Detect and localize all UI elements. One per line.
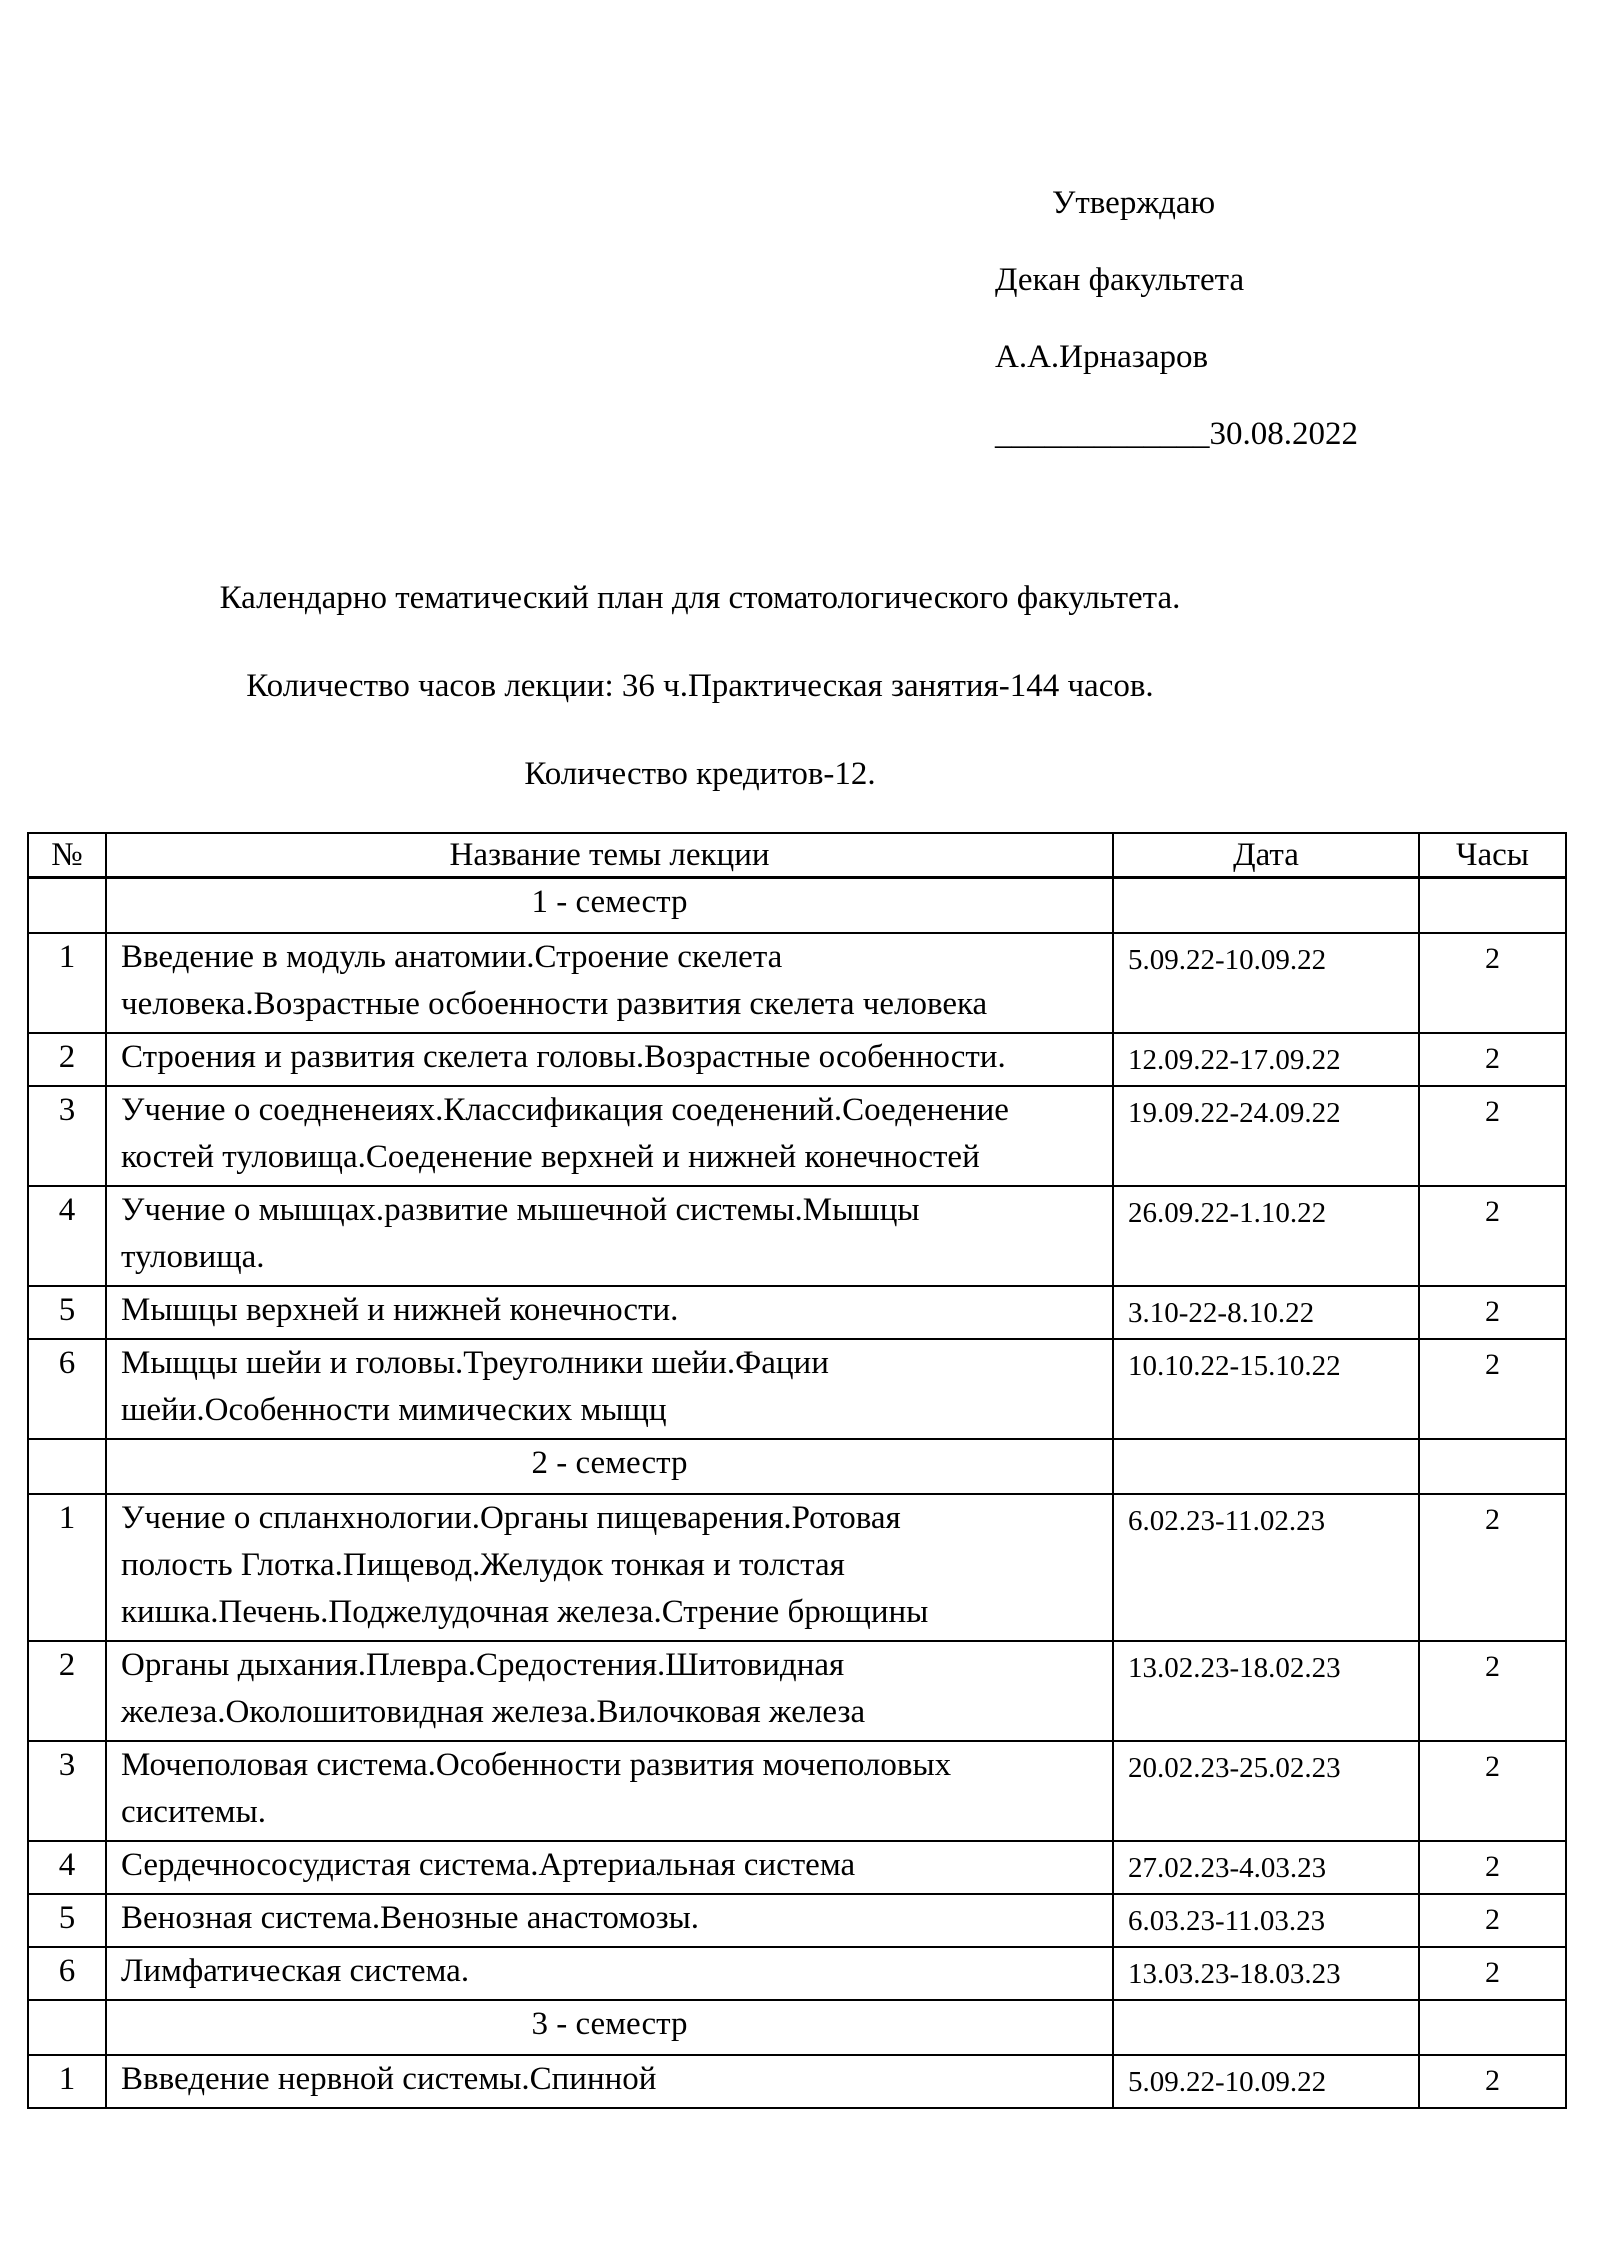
date-cell: 20.02.23-25.02.23 bbox=[1113, 1741, 1419, 1841]
section-empty-date bbox=[1113, 878, 1419, 934]
lecture-row bbox=[28, 1186, 1566, 1286]
row-number-cell: 6 bbox=[28, 1339, 106, 1439]
col-header-topic: Название темы лекции bbox=[106, 833, 1113, 878]
section-empty-hours bbox=[1419, 1439, 1566, 1494]
date-cell: 27.02.23-4.03.23 bbox=[1113, 1841, 1419, 1894]
date-cell: 19.09.22-24.09.22 bbox=[1113, 1086, 1419, 1186]
date-cell: 6.02.23-11.02.23 bbox=[1113, 1494, 1419, 1641]
schedule-table-body bbox=[28, 878, 1566, 2109]
topic-cell: Сердечнососудистая система.Артериальная система bbox=[106, 1841, 1113, 1894]
col-header-num: № bbox=[28, 833, 106, 878]
date-cell: 12.09.22-17.09.22 bbox=[1113, 1033, 1419, 1086]
topic-cell: Учение о мышцах.развитие мышечной системы.Мышцы туловища. bbox=[106, 1186, 1113, 1286]
lecture-row bbox=[28, 1741, 1566, 1841]
section-empty-date bbox=[1113, 2000, 1419, 2055]
hours-cell: 2 bbox=[1419, 1086, 1566, 1186]
date-cell: 10.10.22-15.10.22 bbox=[1113, 1339, 1419, 1439]
row-number-cell: 2 bbox=[28, 1641, 106, 1741]
row-number-cell: 1 bbox=[28, 1494, 106, 1641]
topic-cell: Мыщцы шейи и головы.Треуголники шейи.Фации шейи.Особенности мимических мыщц bbox=[106, 1339, 1113, 1439]
hours-cell: 2 bbox=[1419, 1641, 1566, 1741]
topic-cell: Мышцы верхней и нижней конечности. bbox=[106, 1286, 1113, 1339]
semester-section-row bbox=[28, 878, 1566, 934]
hours-cell: 2 bbox=[1419, 1947, 1566, 2000]
row-number-cell: 3 bbox=[28, 1741, 106, 1841]
col-header-hours: Часы bbox=[1419, 833, 1566, 878]
topic-cell: Строения и развития скелета головы.Возрастные особенности. bbox=[106, 1033, 1113, 1086]
schedule-table-header bbox=[28, 833, 1566, 878]
semester-title: 1 - семестр bbox=[106, 878, 1113, 934]
lecture-row bbox=[28, 1641, 1566, 1741]
lecture-row bbox=[28, 1286, 1566, 1339]
lecture-row bbox=[28, 1947, 1566, 2000]
row-number-cell: 4 bbox=[28, 1841, 106, 1894]
section-empty-hours bbox=[1419, 2000, 1566, 2055]
lecture-row bbox=[28, 1086, 1566, 1186]
title-block bbox=[0, 580, 1400, 792]
row-number-cell: 2 bbox=[28, 1033, 106, 1086]
hours-cell: 2 bbox=[1419, 1894, 1566, 1947]
hours-cell: 2 bbox=[1419, 1033, 1566, 1086]
approval-line-approve: Утверждаю bbox=[1052, 185, 1216, 221]
topic-cell: Учение о соедненеиях.Классификация соеденений.Соеденение костей туловища.Соеденение верхней и нижней конечностей bbox=[106, 1086, 1113, 1186]
doc-title: Календарно тематический план для стоматологического факультета. bbox=[219, 580, 1181, 616]
lecture-row bbox=[28, 2055, 1566, 2108]
approval-line-name: А.А.Ирназаров bbox=[995, 339, 1209, 375]
date-cell: 13.02.23-18.02.23 bbox=[1113, 1641, 1419, 1741]
topic-cell: Органы дыхания.Плевра.Средостения.Шитовидная железа.Околошитовидная железа.Вилочковая железа bbox=[106, 1641, 1113, 1741]
section-empty-num bbox=[28, 1439, 106, 1494]
topic-cell: Введение в модуль анатомии.Строение скелета человека.Возрастные осбоенности развития скелета человека bbox=[106, 933, 1113, 1033]
date-cell: 13.03.23-18.03.23 bbox=[1113, 1947, 1419, 2000]
row-number-cell: 5 bbox=[28, 1894, 106, 1947]
row-number-cell: 3 bbox=[28, 1086, 106, 1186]
topic-cell: Венозная система.Венозные анастомозы. bbox=[106, 1894, 1113, 1947]
row-number-cell: 4 bbox=[28, 1186, 106, 1286]
topic-cell: Лимфатическая система. bbox=[106, 1947, 1113, 2000]
date-cell: 3.10-22-8.10.22 bbox=[1113, 1286, 1419, 1339]
hours-cell: 2 bbox=[1419, 1286, 1566, 1339]
approval-line-date: _____________30.08.2022 bbox=[995, 416, 1358, 452]
row-number-cell: 1 bbox=[28, 2055, 106, 2108]
date-cell: 26.09.22-1.10.22 bbox=[1113, 1186, 1419, 1286]
row-number-cell: 1 bbox=[28, 933, 106, 1033]
approval-block bbox=[995, 185, 1600, 452]
date-cell: 5.09.22-10.09.22 bbox=[1113, 2055, 1419, 2108]
section-empty-hours bbox=[1419, 878, 1566, 934]
lecture-row bbox=[28, 933, 1566, 1033]
lecture-row bbox=[28, 1841, 1566, 1894]
lecture-row bbox=[28, 1033, 1566, 1086]
hours-cell: 2 bbox=[1419, 933, 1566, 1033]
topic-cell: Мочеполовая система.Особенности развития мочеполовых сиситемы. bbox=[106, 1741, 1113, 1841]
hours-cell: 2 bbox=[1419, 1841, 1566, 1894]
hours-cell: 2 bbox=[1419, 1186, 1566, 1286]
col-header-date: Дата bbox=[1113, 833, 1419, 878]
doc-subtitle-hours: Количество часов лекции: 36 ч.Практическая занятия-144 часов. bbox=[246, 668, 1154, 704]
date-cell: 6.03.23-11.03.23 bbox=[1113, 1894, 1419, 1947]
semester-section-row bbox=[28, 1439, 1566, 1494]
row-number-cell: 5 bbox=[28, 1286, 106, 1339]
row-number-cell: 6 bbox=[28, 1947, 106, 2000]
hours-cell: 2 bbox=[1419, 1339, 1566, 1439]
semester-section-row bbox=[28, 2000, 1566, 2055]
lecture-row bbox=[28, 1339, 1566, 1439]
topic-cell: Учение о спланхнологии.Органы пищеварения.Ротовая полость Глотка.Пищевод.Желудок тонкая и толстая кишка.Печень.Поджелудочная железа.Стрение брющины bbox=[106, 1494, 1113, 1641]
semester-title: 3 - семестр bbox=[106, 2000, 1113, 2055]
approval-line-dean: Декан факультета bbox=[995, 262, 1245, 298]
hours-cell: 2 bbox=[1419, 2055, 1566, 2108]
section-empty-date bbox=[1113, 1439, 1419, 1494]
semester-title: 2 - семестр bbox=[106, 1439, 1113, 1494]
section-empty-num bbox=[28, 878, 106, 934]
lecture-row bbox=[28, 1494, 1566, 1641]
date-cell: 5.09.22-10.09.22 bbox=[1113, 933, 1419, 1033]
hours-cell: 2 bbox=[1419, 1741, 1566, 1841]
hours-cell: 2 bbox=[1419, 1494, 1566, 1641]
header-row bbox=[28, 833, 1566, 878]
doc-subtitle-credits: Количество кредитов-12. bbox=[524, 756, 876, 792]
topic-cell: Ввведение нервной системы.Спинной bbox=[106, 2055, 1113, 2108]
schedule-table bbox=[27, 832, 1567, 2109]
lecture-row bbox=[28, 1894, 1566, 1947]
section-empty-num bbox=[28, 2000, 106, 2055]
